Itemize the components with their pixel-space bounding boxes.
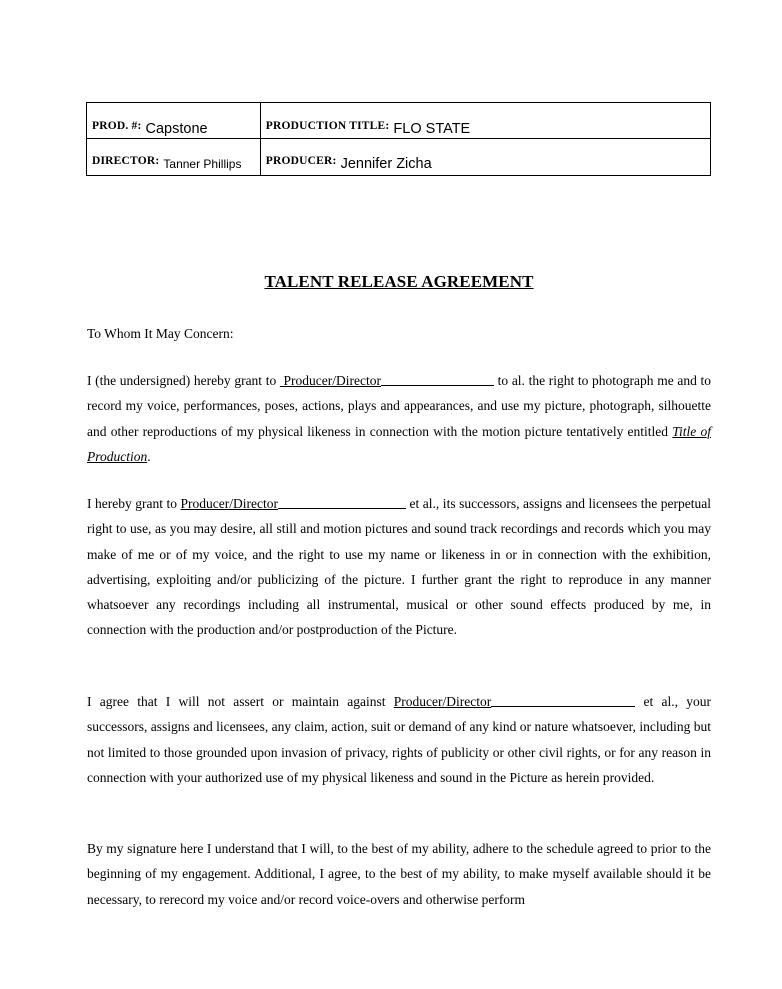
production-info-table: [86, 102, 711, 176]
p2-producer-blank: [181, 496, 406, 511]
p3-producer-blank: [394, 694, 635, 709]
director-label: DIRECTOR:: [92, 155, 160, 167]
producer-value: Jennifer Zicha: [340, 156, 432, 172]
p1-intro: I (the undersigned) hereby grant to: [87, 373, 280, 388]
production-title-label: PRODUCTION TITLE:: [265, 120, 390, 132]
production-title-cell: [260, 103, 710, 139]
p1-body: to al. the right to photograph me and to record my voice, performances, poses, actions, plays and appearances, and use my picture, photograph, silhouette and other reproductions of my physical likeness in connection with the motion picture tentatively entitled: [87, 373, 711, 439]
prod-number-label: PROD. #:: [92, 120, 142, 132]
production-info-row: [87, 103, 711, 139]
document-title: TALENT RELEASE AGREEMENT: [264, 272, 534, 291]
p2-body: et al., its successors, assigns and licensees the perpetual right to use, as you may desire, all still and motion pictures and sound track recordings and records which you may make of me or of my voice, and the right to use my name or likeness in or in connection with the exhibition, advertising, exploiting and/or publicizing of the picture. I further grant the right to reproduce in any manner whatsoever any recordings including all instrumental, musical or other sound effects produced by me, in connection with the production and/or postproduction of the Picture.: [87, 496, 711, 638]
paragraph-schedule: By my signature here I understand that I will, to the best of my ability, adhere to the schedule agreed to prior to the beginning of my engagement. Additional, I agree, to the best of my ability, to make myself available should it be necessary, to rerecord my voice and/or record voice-overs and otherwise perform: [87, 841, 711, 907]
crew-info-row: [87, 139, 711, 176]
production-title-value: FLO STATE: [393, 121, 471, 137]
producer-cell: [260, 139, 710, 176]
salutation: To Whom It May Concern:: [87, 326, 234, 341]
p3-producer-name: Producer/Director: [393, 694, 492, 709]
p1-blank-line: [381, 373, 494, 386]
p1-producer-name: Producer/Director: [283, 373, 381, 388]
prod-number-value: Capstone: [145, 121, 208, 137]
p2-blank-line: [278, 496, 406, 509]
p2-producer-name: Producer/Director: [180, 496, 279, 511]
p3-body: et al., your successors, assigns and licensees, any claim, action, suit or demand of any kind or nature whatsoever, including but not limited to those grounded upon invasion of privacy, rights of publicity or other civil rights, or for any reason in connection with your authorized use of my physical likeness and sound in the Picture as herein provided.: [87, 694, 711, 785]
p1-production-title-ref: Title of Production: [87, 423, 712, 464]
paragraph-no-claims: [87, 689, 711, 790]
director-value: Tanner Phillips: [163, 157, 242, 171]
p1-end: .: [147, 448, 151, 464]
producer-label: PRODUCER:: [265, 155, 337, 167]
p3-intro: I agree that I will not assert or maintain against: [87, 694, 394, 709]
paragraph-grant-photograph: [87, 368, 711, 469]
p3-blank-line: [491, 694, 635, 707]
paragraph-grant-rights: [87, 491, 711, 643]
prod-number-cell: [87, 103, 261, 139]
p1-producer-blank: [280, 373, 494, 388]
director-cell: [87, 139, 261, 176]
p2-intro: I hereby grant to: [87, 496, 181, 511]
